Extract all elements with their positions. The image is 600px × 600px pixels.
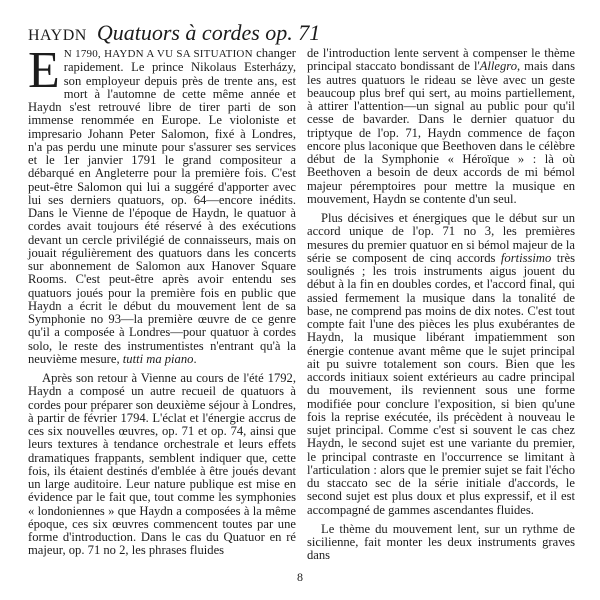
paragraph-vienna: Après son retour à Vienne au cours de l'été 1792, Haydn a composé un autre recueil de quatuors à cordes pour préparer son deuxième séjour à Londres, à partir de février 1794. L'éclat et l'énergie accrus de ces six nouvelles œuvres, op. 71 et op. 74, ainsi que leurs textures à tendance orchestrale et leurs effets dramatiques frappants, semblent indiquer que, cette fois, ils étaient destinés d'emblée à être joués devant un large auditoire. Leur nature publique est mise en évidence par le fait que, tout comme les symphonies « londoniennes » que Haydn a composées à la même époque, ces six œuvres commencent toutes par une forme d'introduction. Dans le cas du Quatuor en ré majeur, op. 71 no 2, les phrases fluides — [28, 371, 296, 558]
left-column — [28, 42, 296, 558]
italic-allegro: Allegro — [479, 59, 518, 74]
paragraph-slow-movement: Le thème du mouvement lent, sur un rythme de sicilienne, fait monter les deux instruments graves dans — [307, 521, 575, 563]
page-number: 8 — [297, 570, 303, 584]
drop-cap: E — [28, 42, 60, 99]
paragraph-text: changer rapidement. Le prince Nikolaus Esterházy, son employeur depuis près de trente ans, est mort à l'automne de cette même année et Haydn s'est retrouvé libre de tirer parti de son immense renommée en Europe. Le violoniste et impresario Johann Peter Salomon, fixé à Londres, n'a pas perdu une minute pour s'assurer ses services et le 1er janvier 1791 le grand compositeur a débarqué en Angleterre pour la première fois. C'est peut-être Salomon qui lui a suggéré d'apporter avec lui ses derniers quatuors, op. 64—encore inédits. Dans le Vienne de l'époque de Haydn, le quatuor à cordes avait toujours été réservé à des exécutions devant un cercle privilégié de connaisseurs, mais on jouait régulièrement des quatuors dans les concerts sur abonnement de Salomon aux Hanover Square Rooms. C'est peut-être après avoir entendu ses quatuors joués pour la première fois en public que Haydn a écrit le début du mouvement lent de sa Symphonie no 93—la première œuvre de ce genre qu'il a composée à Londres—pour quatuor à cordes solo, le reste des instrumentistes n'entrant qu'à la neuvième mesure, — [28, 46, 296, 366]
paragraph-end: . — [193, 351, 197, 366]
paragraph-first-quartet — [307, 212, 575, 517]
paragraph-text: Plus décisives et énergiques que le début sur un accord unique de l'op. 71 no 3, les premières mesures du premier quatuor en si bémol majeur de la série se composent de cinq accords — [307, 211, 575, 265]
italic-fortissimo: fortissimo — [500, 250, 552, 265]
composer-name: HAYDN — [28, 27, 87, 44]
right-column — [307, 47, 575, 563]
small-caps-opening: N 1790, HAYDN A VU SA SITUATION — [63, 48, 253, 60]
paragraph-intro — [28, 42, 296, 366]
paragraph-text: de l'introduction lente servent à compenser le thème principal staccato bondissant de l' — [307, 46, 575, 74]
paragraph-text: , mais dans les autres quatuors le rideau se lève avec un geste beaucoup plus bref qui sert, au moins partiellement, à attirer l'attention—un signal au public pour qu'il cesse de bavarder. Dans le dernier quatuor du triptyque de l'op. 71, Haydn commence de façon encore plus laconique que Beethoven dans le célèbre début de la Symphonie « Héroïque » : là où Beethoven a besoin de deux accords de mi bémol majeur péremptoires pour mettre la musique en mouvement, Haydn se contente d'un seul. — [307, 59, 575, 206]
paragraph-text: très soulignés ; les trois instruments aigus jouent du début à la fin en doubles cordes, et l'accord final, qui assied fermement la musique dans la tonalité de base, ne comprend pas moins de dix notes. C'est tout compte fait l'une des pièces les plus exubérantes de Haydn, la musique libérant impatiemment son énergie contenue avant même que le sujet principal ait pu suivre totalement son cours. Bien que les accords initiaux soient extérieurs au cadre principal du mouvement, ils reviennent sous une forme modifiée pour conclure l'exposition, si bien qu'une fois la reprise exécutée, ils précèdent à nouveau le sujet principal. Comme c'est si souvent le cas chez Haydn, le second sujet est une variante du premier, le principal contraste en l'occurrence se limitant à l'articulation : alors que le premier sujet se fait l'écho du staccato sec de la série initiale d'accords, le second sujet est plus doux et plus expressif, et il est accompagné de gammes ascendantes fluides. — [307, 250, 575, 517]
paragraph-introduction-continued — [307, 47, 575, 206]
page-header — [28, 20, 580, 48]
page-title: Quatuors à cordes op. 71 — [96, 20, 321, 45]
italic-phrase: tutti ma piano — [122, 351, 194, 366]
